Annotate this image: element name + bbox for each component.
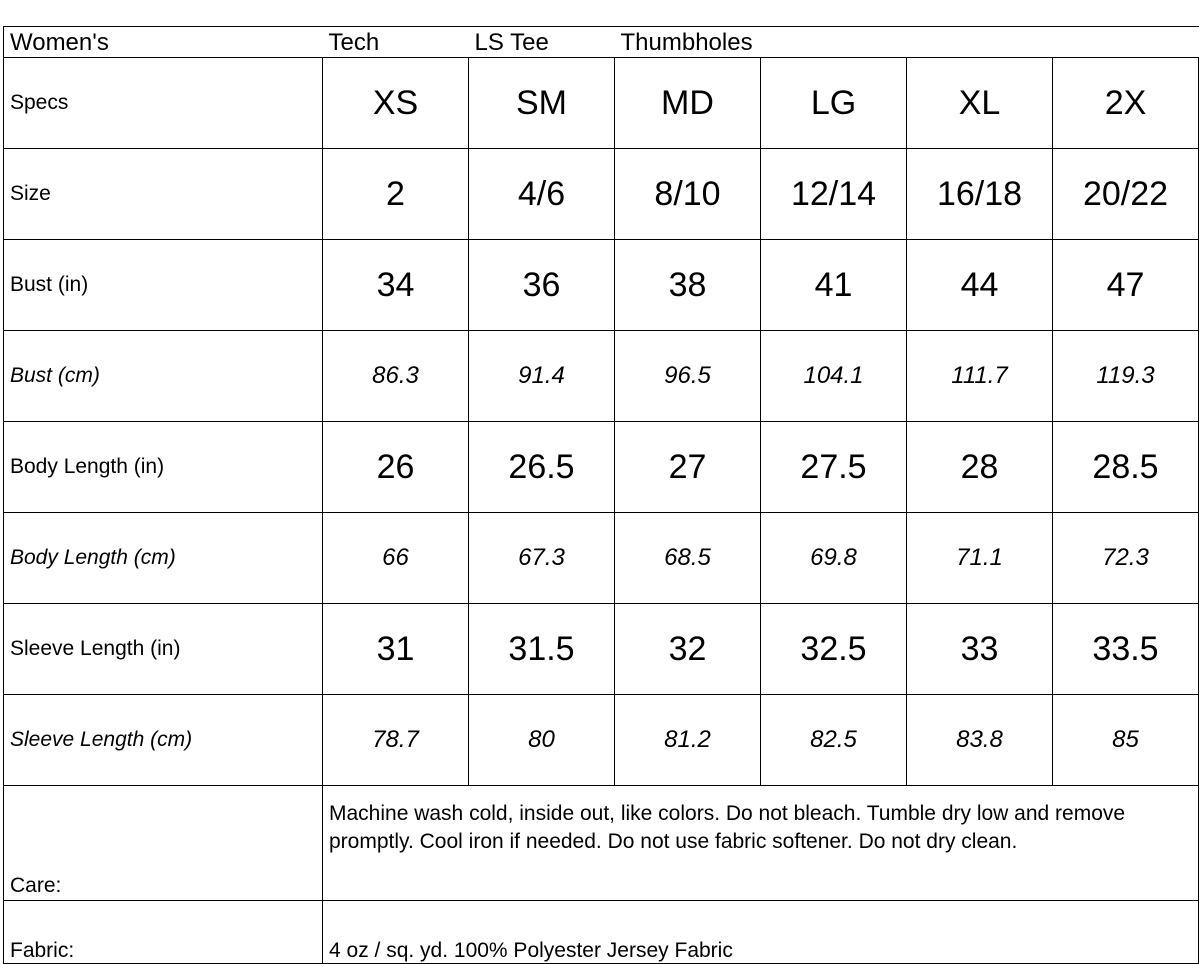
spec-cell: 33 <box>907 604 1053 695</box>
spec-cell: 85 <box>1053 695 1199 786</box>
care-row <box>4 786 1199 901</box>
spec-cell: 38 <box>615 240 761 331</box>
spec-cell: 12/14 <box>761 149 907 240</box>
spec-cell: 47 <box>1053 240 1199 331</box>
size-chart-table <box>3 26 1199 964</box>
spec-row-label: Sleeve Length (cm) <box>4 695 323 786</box>
title-row <box>4 27 1199 58</box>
fabric-text: 4 oz / sq. yd. 100% Polyester Jersey Fabric <box>323 901 1199 964</box>
spec-row-label: Sleeve Length (in) <box>4 604 323 695</box>
spec-cell: 27.5 <box>761 422 907 513</box>
spec-row-label: Body Length (in) <box>4 422 323 513</box>
spec-row <box>4 695 1199 786</box>
spec-row-label: Bust (in) <box>4 240 323 331</box>
spec-cell: 119.3 <box>1053 331 1199 422</box>
spec-cell: 32.5 <box>761 604 907 695</box>
spec-cell: 111.7 <box>907 331 1053 422</box>
spec-row-label: Bust (cm) <box>4 331 323 422</box>
spec-cell: MD <box>615 58 761 149</box>
title-womens: Women's <box>4 27 323 58</box>
care-text: Machine wash cold, inside out, like colors. Do not bleach. Tumble dry low and remove promptly. Cool iron if needed. Do not use fabric softener. Do not dry clean. <box>323 786 1199 901</box>
spec-cell: 72.3 <box>1053 513 1199 604</box>
spec-row <box>4 149 1199 240</box>
spec-row-label: Size <box>4 149 323 240</box>
title-thumbholes: Thumbholes <box>620 29 753 56</box>
fabric-row <box>4 901 1199 964</box>
spec-row <box>4 331 1199 422</box>
spec-row <box>4 513 1199 604</box>
fabric-label: Fabric: <box>4 901 323 964</box>
spec-row <box>4 58 1199 149</box>
spec-row <box>4 422 1199 513</box>
spec-cell: 36 <box>469 240 615 331</box>
title-product <box>323 27 1199 58</box>
spec-row-label: Body Length (cm) <box>4 513 323 604</box>
spec-cell: 26 <box>323 422 469 513</box>
spec-cell: 104.1 <box>761 331 907 422</box>
spec-cell: 83.8 <box>907 695 1053 786</box>
spec-row-label: Specs <box>4 58 323 149</box>
spec-cell: 81.2 <box>615 695 761 786</box>
spec-cell: 32 <box>615 604 761 695</box>
spec-cell: 68.5 <box>615 513 761 604</box>
spec-cell: 16/18 <box>907 149 1053 240</box>
spec-cell: 2X <box>1053 58 1199 149</box>
spec-cell: 69.8 <box>761 513 907 604</box>
spec-cell: 71.1 <box>907 513 1053 604</box>
title-tech: Tech <box>328 29 380 56</box>
spec-cell: 31.5 <box>469 604 615 695</box>
spec-cell: 41 <box>761 240 907 331</box>
spec-cell: 2 <box>323 149 469 240</box>
spec-cell: 33.5 <box>1053 604 1199 695</box>
spec-cell: 34 <box>323 240 469 331</box>
spec-cell: LG <box>761 58 907 149</box>
spec-row <box>4 240 1199 331</box>
spec-cell: 78.7 <box>323 695 469 786</box>
spec-cell: 80 <box>469 695 615 786</box>
spec-cell: 28.5 <box>1053 422 1199 513</box>
spec-cell: 86.3 <box>323 331 469 422</box>
spec-row <box>4 604 1199 695</box>
spec-cell: 66 <box>323 513 469 604</box>
spec-cell: SM <box>469 58 615 149</box>
spec-cell: 91.4 <box>469 331 615 422</box>
care-label: Care: <box>4 786 323 901</box>
spec-cell: 27 <box>615 422 761 513</box>
spec-cell: 8/10 <box>615 149 761 240</box>
spec-cell: 67.3 <box>469 513 615 604</box>
spec-cell: 31 <box>323 604 469 695</box>
spec-cell: XS <box>323 58 469 149</box>
spec-cell: 44 <box>907 240 1053 331</box>
spec-cell: 4/6 <box>469 149 615 240</box>
title-ls-tee: LS Tee <box>474 29 549 56</box>
spec-cell: 20/22 <box>1053 149 1199 240</box>
spec-cell: 28 <box>907 422 1053 513</box>
spec-cell: 96.5 <box>615 331 761 422</box>
spec-cell: XL <box>907 58 1053 149</box>
spec-cell: 82.5 <box>761 695 907 786</box>
spec-cell: 26.5 <box>469 422 615 513</box>
